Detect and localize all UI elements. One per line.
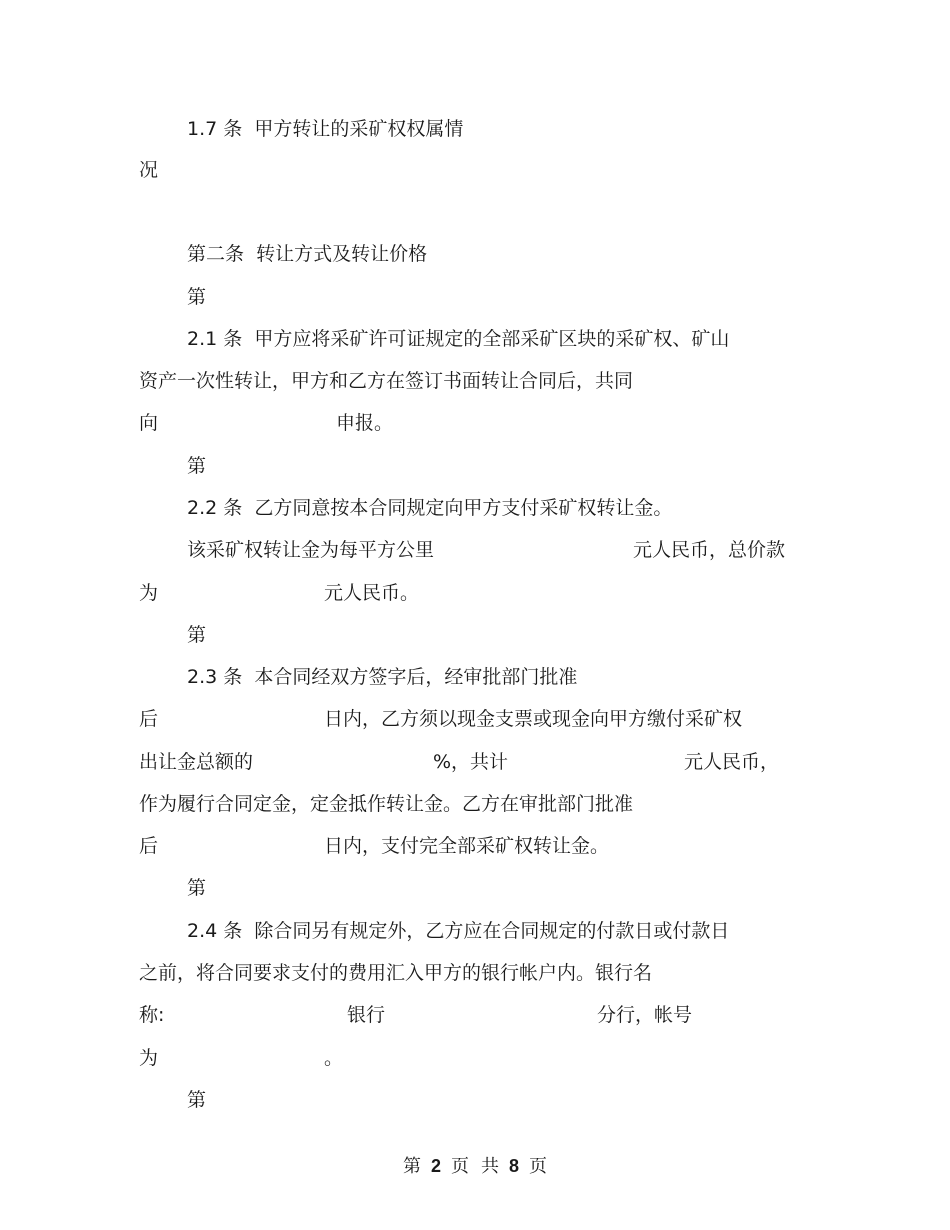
text-line: 称: — [139, 1004, 165, 1026]
text-line: 作为履行合同定金，定金抵作转让金。乙方在审批部门批准 — [139, 793, 634, 815]
text-line: 第二条 转让方式及转让价格 — [187, 243, 428, 265]
text-line: 之前，将合同要求支付的费用汇入甲方的银行帐户内。银行名 — [139, 962, 653, 984]
page-footer — [0, 1152, 950, 1178]
text-line: 资产一次性转让，甲方和乙方在签订书面转让合同后，共同 — [139, 370, 634, 392]
text-line: 为 — [139, 582, 159, 604]
text-line: 1.7 条 甲方转让的采矿权权属情 — [187, 118, 464, 140]
text-line: 2.3 条 本合同经双方签字后，经审批部门批准 — [187, 666, 578, 688]
text-line: 分行，帐号 — [597, 1004, 693, 1026]
text-line: 后 — [139, 835, 159, 857]
footer-page-word-2: 页 — [529, 1156, 548, 1177]
total-pages: 8 — [509, 1156, 520, 1176]
text-line: 况 — [139, 159, 159, 181]
text-line: 日内，乙方须以现金支票或现金向甲方缴付采矿权 — [324, 708, 743, 730]
text-line: 。 — [324, 1047, 344, 1069]
text-line: 为 — [139, 1047, 159, 1069]
page-number: 2 — [430, 1156, 441, 1176]
text-line: 元人民币，总价款 — [633, 539, 786, 561]
text-line: 第 — [187, 286, 207, 308]
text-line: 申报。 — [336, 412, 394, 434]
text-line: 向 — [139, 412, 159, 434]
text-line: 第 — [187, 1089, 207, 1111]
text-line: 元人民币。 — [324, 582, 420, 604]
text-line: 后 — [139, 708, 159, 730]
text-line: 元人民币， — [684, 751, 780, 773]
footer-page-word: 页 — [451, 1156, 469, 1177]
text-line: 出让金总额的 — [139, 751, 254, 773]
text-line: 银行 — [347, 1004, 386, 1026]
text-line: 第 — [187, 624, 207, 646]
text-line: 第 — [187, 455, 207, 477]
text-line: 2.2 条 乙方同意按本合同规定向甲方支付采矿权转让金。 — [187, 497, 673, 519]
text-line: %，共计 — [433, 751, 509, 773]
footer-total-word: 共 — [481, 1156, 499, 1177]
text-line: 日内，支付完全部采矿权转让金。 — [324, 835, 610, 857]
text-line: 第 — [187, 877, 207, 899]
text-line: 2.1 条 甲方应将采矿许可证规定的全部采矿区块的采矿权、矿山 — [187, 328, 730, 350]
footer-prefix: 第 — [402, 1156, 421, 1177]
text-line: 2.4 条 除合同另有规定外，乙方应在合同规定的付款日或付款日 — [187, 920, 730, 942]
text-line: 该采矿权转让金为每平方公里 — [187, 539, 435, 561]
